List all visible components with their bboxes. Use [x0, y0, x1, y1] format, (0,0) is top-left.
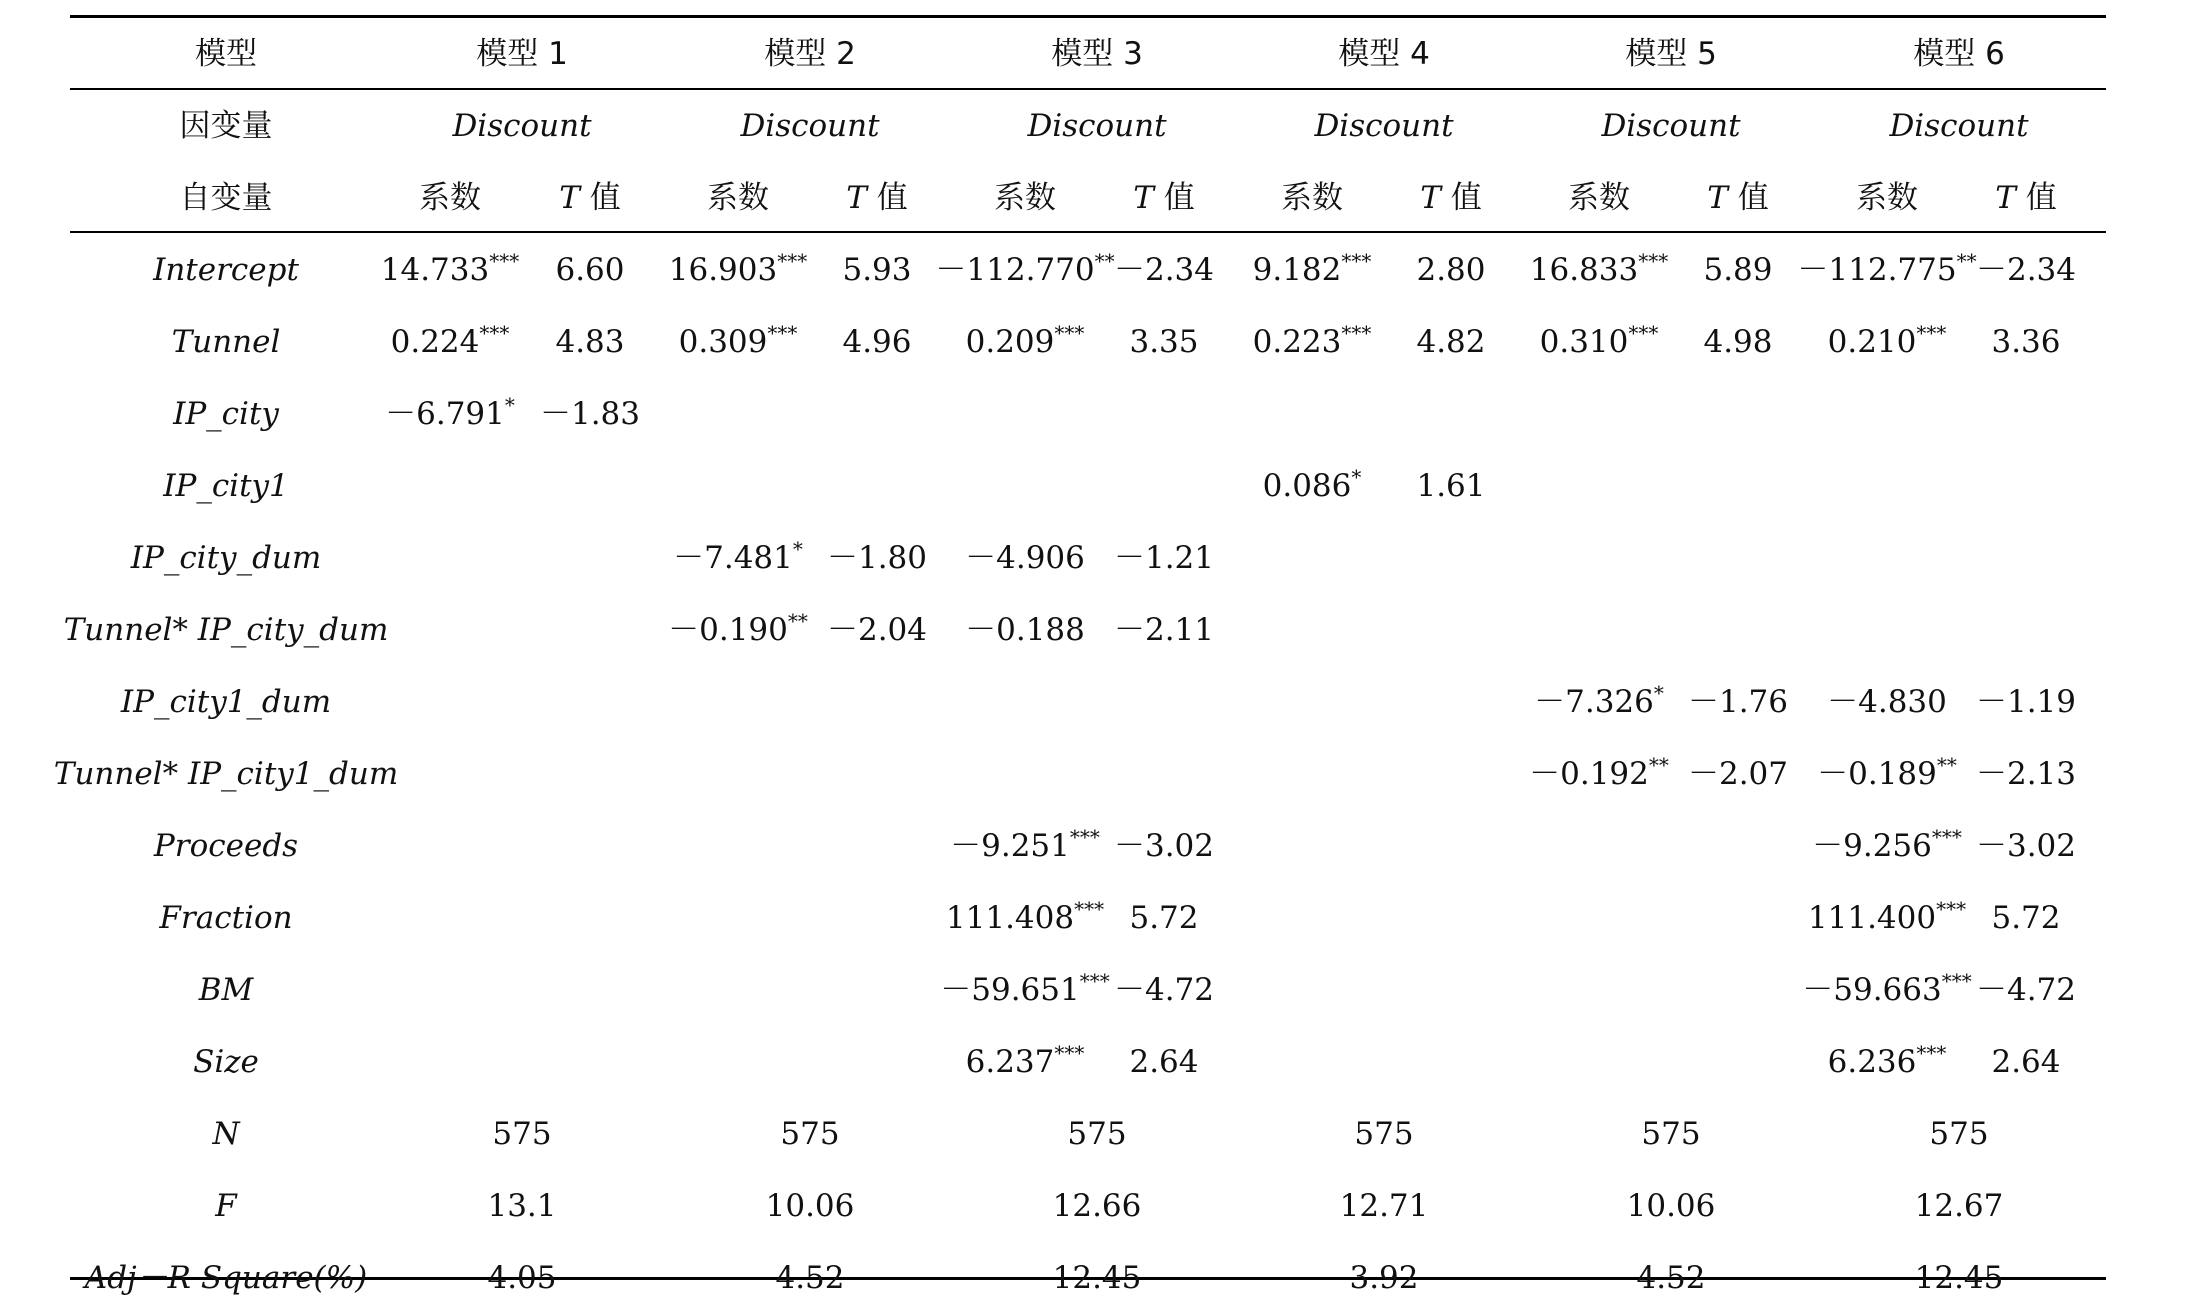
t-value: 4.83: [555, 324, 625, 360]
coef-value: －0.190**: [668, 609, 808, 648]
row-label: Tunnel: [171, 324, 281, 360]
t-value: 5.72: [1129, 900, 1199, 936]
coef-value: －59.663***: [1802, 969, 1972, 1008]
t-value: －2.34: [1975, 252, 2077, 288]
coef-value: 0.210***: [1827, 321, 1947, 360]
coef-value: 0.086*: [1262, 465, 1362, 504]
row-label: IP_city: [173, 396, 279, 432]
significance-stars: **: [787, 609, 808, 633]
top-rule: [70, 15, 2106, 18]
header-model-5: 模型 5: [1625, 36, 1717, 72]
coef-value: －4.906: [965, 540, 1085, 576]
significance-stars: ***: [1628, 321, 1659, 345]
stat-value: 3.92: [1349, 1260, 1419, 1296]
header-model-3: 模型 3: [1051, 36, 1143, 72]
t-value: 4.82: [1416, 324, 1486, 360]
stat-value: 12.67: [1914, 1188, 2004, 1224]
t-value: －2.04: [826, 612, 928, 648]
row-label: Intercept: [153, 252, 299, 288]
stat-label: F: [215, 1188, 237, 1224]
significance-stars: *: [504, 393, 515, 417]
significance-stars: ***: [1069, 825, 1100, 849]
stat-value: 575: [1354, 1116, 1414, 1152]
t-value: 4.96: [842, 324, 912, 360]
t-value: 2.64: [1991, 1044, 2061, 1080]
row-label: Size: [193, 1044, 259, 1080]
t-value: 2.80: [1416, 252, 1486, 288]
significance-stars: ***: [1341, 249, 1372, 273]
significance-stars: **: [1936, 753, 1957, 777]
significance-stars: ***: [767, 321, 798, 345]
t-value: －4.72: [1975, 972, 2077, 1008]
significance-stars: ***: [1341, 321, 1372, 345]
significance-stars: ***: [489, 249, 520, 273]
t-value: 1.61: [1416, 468, 1486, 504]
stat-value: 12.45: [1914, 1260, 2004, 1296]
header-dv-value: Discount: [1601, 108, 1741, 144]
coef-value: －0.192**: [1529, 753, 1669, 792]
header-rule: [70, 88, 2106, 90]
header-t-label: T 值: [846, 180, 908, 216]
significance-stars: ***: [777, 249, 808, 273]
t-value: 3.36: [1991, 324, 2061, 360]
stat-value: 4.52: [775, 1260, 845, 1296]
header-dv-value: Discount: [452, 108, 592, 144]
significance-stars: ***: [1054, 1041, 1085, 1065]
significance-stars: ***: [1079, 969, 1110, 993]
header-coef-label: 系数: [1856, 180, 1918, 216]
header-coef-label: 系数: [419, 180, 481, 216]
t-value: 5.93: [842, 252, 912, 288]
significance-stars: **: [1956, 249, 1977, 273]
coef-value: －9.256***: [1812, 825, 1962, 864]
significance-stars: ***: [1941, 969, 1972, 993]
coef-value: 0.223***: [1252, 321, 1372, 360]
stat-value: 4.52: [1636, 1260, 1706, 1296]
stat-value: 10.06: [1626, 1188, 1716, 1224]
significance-stars: ***: [1638, 249, 1669, 273]
coef-value: －6.791*: [385, 393, 515, 432]
stat-value: 575: [492, 1116, 552, 1152]
coef-value: －7.326*: [1534, 681, 1664, 720]
stat-value: 13.1: [487, 1188, 557, 1224]
t-value: 5.72: [1991, 900, 2061, 936]
stat-label: Adj－R Square(%): [84, 1260, 368, 1296]
stat-value: 575: [1641, 1116, 1701, 1152]
row-label: Tunnel* IP_city1_dum: [53, 756, 399, 792]
header-dv-value: Discount: [740, 108, 880, 144]
header-t-label: T 值: [1995, 180, 2057, 216]
header-t-label: T 值: [1707, 180, 1769, 216]
row-label: Proceeds: [153, 828, 299, 864]
coef-value: －9.251***: [950, 825, 1100, 864]
stat-value: 4.05: [487, 1260, 557, 1296]
significance-stars: ***: [479, 321, 510, 345]
stat-value: 10.06: [765, 1188, 855, 1224]
coef-value: 111.400***: [1807, 897, 1967, 936]
significance-stars: ***: [1931, 825, 1962, 849]
header-t-label: T 值: [1420, 180, 1482, 216]
coef-value: －7.481*: [673, 537, 803, 576]
stat-label: N: [212, 1116, 240, 1152]
coef-value: 111.408***: [945, 897, 1105, 936]
header-model-4: 模型 4: [1338, 36, 1430, 72]
header-iv-label: 自变量: [179, 180, 273, 216]
header-coef-label: 系数: [1281, 180, 1343, 216]
t-value: 2.64: [1129, 1044, 1199, 1080]
stat-value: 575: [1067, 1116, 1127, 1152]
coef-value: 0.310***: [1539, 321, 1659, 360]
header-model-1: 模型 1: [476, 36, 568, 72]
coef-value: 9.182***: [1252, 249, 1372, 288]
t-value: －3.02: [1113, 828, 1215, 864]
header-coef-label: 系数: [1568, 180, 1630, 216]
coef-value: 6.236***: [1827, 1041, 1947, 1080]
row-label: BM: [198, 972, 254, 1008]
t-value: 4.98: [1703, 324, 1773, 360]
t-value: －2.13: [1975, 756, 2077, 792]
t-value: －1.80: [826, 540, 928, 576]
t-value: －1.83: [539, 396, 641, 432]
significance-stars: ***: [1916, 321, 1947, 345]
coef-value: －0.189**: [1817, 753, 1957, 792]
t-value: －2.07: [1687, 756, 1789, 792]
stat-value: 575: [780, 1116, 840, 1152]
header-bottom-rule: [70, 231, 2106, 233]
row-label: IP_city1: [163, 468, 289, 504]
coef-value: 16.903***: [668, 249, 808, 288]
coef-value: 14.733***: [380, 249, 520, 288]
significance-stars: **: [1648, 753, 1669, 777]
t-value: 3.35: [1129, 324, 1199, 360]
stat-value: 12.66: [1052, 1188, 1142, 1224]
coef-value: －4.830: [1827, 684, 1947, 720]
t-value: －2.11: [1113, 612, 1215, 648]
significance-stars: ***: [1936, 897, 1967, 921]
header-dv-label: 因变量: [179, 108, 273, 144]
header-dv-value: Discount: [1027, 108, 1167, 144]
t-value: 5.89: [1703, 252, 1773, 288]
stat-value: 575: [1929, 1116, 1989, 1152]
coef-value: 6.237***: [965, 1041, 1085, 1080]
coef-value: －112.770**: [935, 249, 1115, 288]
significance-stars: ***: [1054, 321, 1085, 345]
significance-stars: *: [1653, 681, 1664, 705]
row-label: IP_city1_dum: [120, 684, 332, 720]
coef-value: －0.188: [965, 612, 1085, 648]
header-dv-value: Discount: [1889, 108, 2029, 144]
significance-stars: *: [1351, 465, 1362, 489]
row-label: Tunnel* IP_city_dum: [63, 612, 389, 648]
coef-value: 0.309***: [678, 321, 798, 360]
t-value: －4.72: [1113, 972, 1215, 1008]
coef-value: －59.651***: [940, 969, 1110, 1008]
t-value: －3.02: [1975, 828, 2077, 864]
significance-stars: *: [792, 537, 803, 561]
stat-value: 12.45: [1052, 1260, 1142, 1296]
t-value: －2.34: [1113, 252, 1215, 288]
row-label: IP_city_dum: [130, 540, 322, 576]
coef-value: 16.833***: [1529, 249, 1669, 288]
significance-stars: **: [1094, 249, 1115, 273]
t-value: －1.76: [1687, 684, 1789, 720]
stat-value: 12.71: [1339, 1188, 1429, 1224]
coef-value: 0.209***: [965, 321, 1085, 360]
t-value: －1.21: [1113, 540, 1215, 576]
coef-value: －112.775**: [1797, 249, 1977, 288]
header-model-2: 模型 2: [764, 36, 856, 72]
header-model-6: 模型 6: [1913, 36, 2005, 72]
header-coef-label: 系数: [994, 180, 1056, 216]
header-t-label: T 值: [559, 180, 621, 216]
significance-stars: ***: [1916, 1041, 1947, 1065]
t-value: －1.19: [1975, 684, 2077, 720]
header-t-label: T 值: [1133, 180, 1195, 216]
header-coef-label: 系数: [707, 180, 769, 216]
t-value: 6.60: [555, 252, 625, 288]
row-label: Fraction: [159, 900, 293, 936]
header-model-label: 模型: [195, 36, 257, 72]
significance-stars: ***: [1074, 897, 1105, 921]
header-dv-value: Discount: [1314, 108, 1454, 144]
coef-value: 0.224***: [390, 321, 510, 360]
